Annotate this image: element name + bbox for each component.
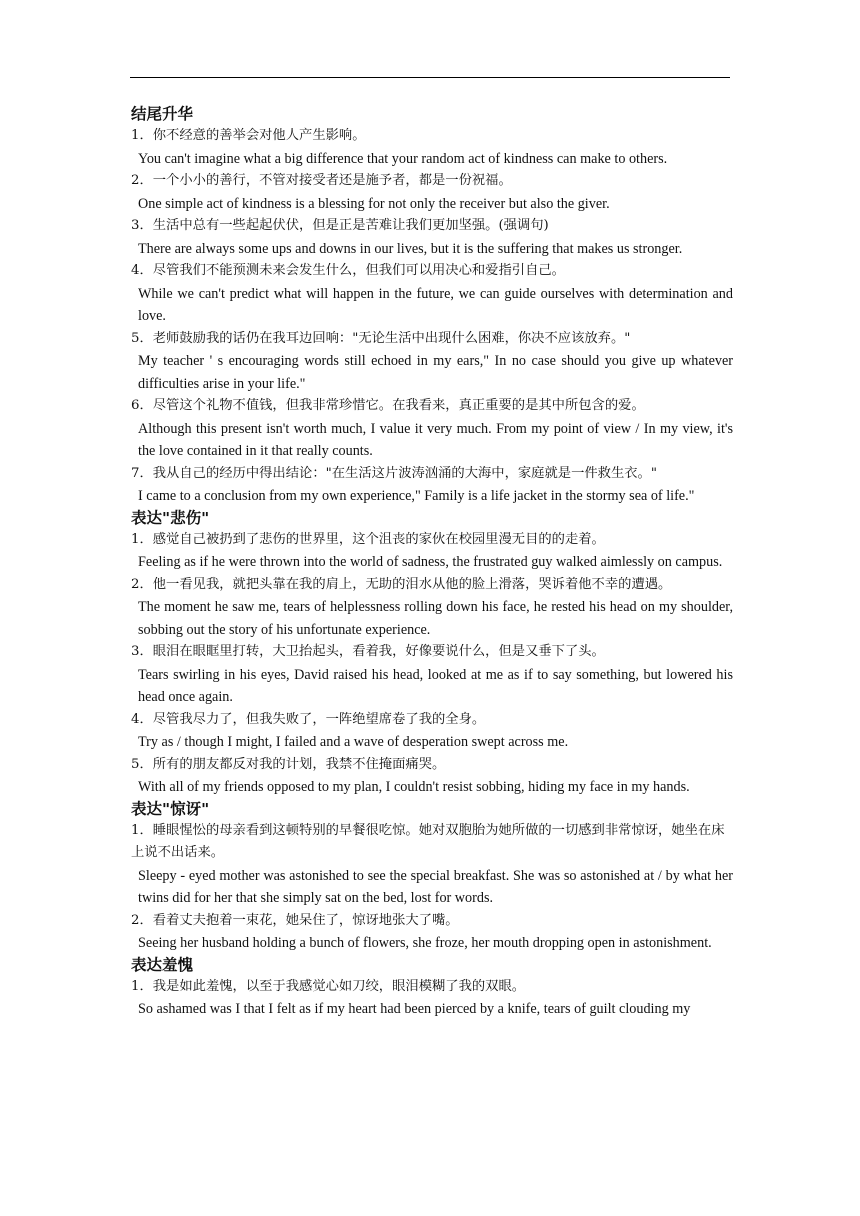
chinese-sentence: 4．尽管我尽力了，但我失败了，一阵绝望席卷了我的全身。 [131, 711, 486, 727]
section-title: 表达"惊讶" [131, 799, 210, 818]
english-translation: Tears swirling in his eyes, David raised his head, looked at me as if to say something, but lowered his head once again. [138, 666, 733, 705]
section-shame [131, 955, 733, 1021]
section-title: 表达羞愧 [131, 955, 194, 974]
chinese-sentence: 3．生活中总有一些起起伏伏，但是正是苦难让我们更加坚强。(强调句) [131, 218, 549, 233]
section-title: 表达"悲伤" [131, 508, 210, 527]
section-title: 结尾升华 [131, 105, 194, 123]
chinese-sentence: 6．尽管这个礼物不值钱，但我非常珍惜它。在我看来，真正重要的是其中所包含的爱。 [131, 398, 645, 413]
english-translation: The moment he saw me, tears of helplessness rolling down his face, he rested his head on my shoulder, sobbing out the story of his unfortunate experience. [138, 599, 733, 638]
english-translation: Sleepy - eyed mother was astonished to see the special breakfast. She was so astonished at / by what her twins did for her that she simply sat on the bed, lost for words. [138, 867, 733, 906]
chinese-sentence: 1．你不经意的善举会对他人产生影响。 [131, 128, 366, 143]
english-translation: Although this present isn't worth much, I value it very much. From my point of view / In my view, it's the love contained in it that really counts. [138, 420, 733, 459]
english-translation: One simple act of kindness is a blessing for not only the receiver but also the giver. [138, 195, 610, 212]
english-translation: While we can't predict what will happen in the future, we can guide ourselves with determination and love. [138, 285, 733, 324]
english-translation: Feeling as if he were thrown into the world of sadness, the frustrated guy walked aimlessly on campus. [138, 554, 723, 570]
english-translation: Try as / though I might, I failed and a wave of desperation swept across me. [138, 734, 569, 750]
english-translation: You can't imagine what a big difference that your random act of kindness can make to others. [138, 150, 668, 167]
chinese-sentence: 3．眼泪在眼眶里打转，大卫抬起头，看着我，好像要说什么，但是又垂下了头。 [131, 644, 605, 659]
chinese-sentence: 5．所有的朋友都反对我的计划，我禁不住掩面痛哭。 [131, 756, 446, 772]
section-surprise [131, 799, 733, 955]
chinese-sentence: 1．感觉自己被扔到了悲伤的世界里，这个沮丧的家伙在校园里漫无目的的走着。 [131, 531, 605, 547]
section-sadness [131, 508, 733, 799]
english-translation: With all of my friends opposed to my plan, I couldn't resist sobbing, hiding my face in my hands. [138, 779, 690, 795]
chinese-sentence: 2．一个小小的善行，不管对接受者还是施予者，都是一份祝福。 [131, 173, 512, 188]
header-rule [130, 77, 730, 78]
chinese-sentence: 2．他一看见我，就把头靠在我的肩上，无助的泪水从他的脸上滑落，哭诉着他不幸的遭遇。 [131, 576, 672, 592]
english-translation: My teacher ' s encouraging words still echoed in my ears," In no case should you give up whatever difficulties arise in your life." [138, 353, 733, 392]
chinese-sentence: 1．我是如此羞愧，以至于我感觉心如刀绞，眼泪模糊了我的双眼。 [131, 978, 526, 994]
chinese-sentence: 2．看着丈夫抱着一束花，她呆住了，惊讶地张大了嘴。 [131, 912, 459, 928]
section-ending-sublimation [131, 104, 733, 508]
english-translation: There are always some ups and downs in our lives, but it is the suffering that makes us stronger. [138, 240, 683, 257]
english-translation: I came to a conclusion from my own experience," Family is a life jacket in the stormy sea of life." [138, 488, 695, 504]
chinese-sentence: 1．睡眼惺忪的母亲看到这顿特别的早餐很吃惊。她对双胞胎为她所做的一切感到非常惊讶，她坐在床上说不出话来。 [131, 822, 725, 860]
document-body [131, 104, 733, 1021]
chinese-sentence: 7．我从自己的经历中得出结论："在生活这片波涛汹涌的大海中，家庭就是一件救生衣。" [131, 465, 657, 481]
english-translation: So ashamed was I that I felt as if my heart had been pierced by a knife, tears of guilt clouding my [138, 1001, 691, 1017]
chinese-sentence: 4．尽管我们不能预测未来会发生什么，但我们可以用决心和爱指引自己。 [131, 263, 565, 278]
chinese-sentence: 5．老师鼓励我的话仍在我耳边回响："无论生活中出现什么困难，你决不应该放弃。" [131, 330, 631, 346]
english-translation: Seeing her husband holding a bunch of flowers, she froze, her mouth dropping open in astonishment. [138, 935, 712, 951]
